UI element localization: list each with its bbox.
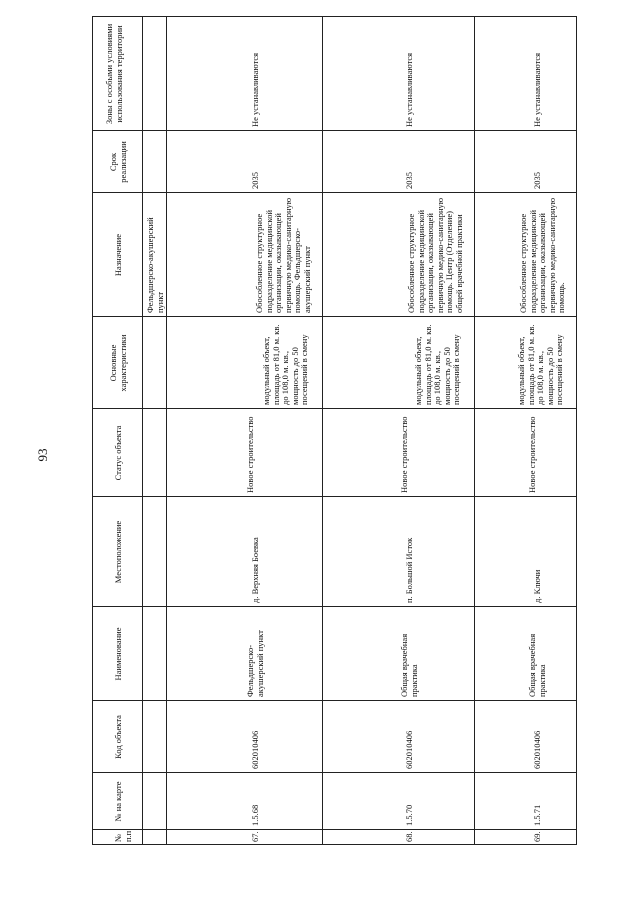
row-67-location: д. Верхняя Боевка <box>250 537 261 603</box>
row-68-code: 602010406 <box>404 730 415 769</box>
row-67-purpose: Обособленное структурное подразделение медицинской организации, оказывающей первичную медико-санитарную помощь. Фельдшерско-акушерский пункт <box>253 197 312 313</box>
row-68-status-cell <box>324 410 474 496</box>
page-number: 93 <box>35 448 50 462</box>
row-68-num-cell <box>324 831 474 845</box>
header-code: Код объекта <box>113 715 124 759</box>
row-67-num: 67. <box>250 831 261 842</box>
row-67-code: 602010406 <box>250 730 261 769</box>
row-68-status: Новое строительство <box>399 416 410 493</box>
row-69-name-cell <box>476 608 577 700</box>
row-67-code-cell <box>168 702 322 772</box>
row-68-location: п. Большой Исток <box>404 537 415 603</box>
row-68-num: 68. <box>404 831 415 842</box>
header-characteristics-cell <box>94 318 142 408</box>
row-68-deadline-cell <box>324 132 474 192</box>
row-67-map_num-cell <box>168 774 322 829</box>
row-68-zones: Не устанавливаются <box>404 52 415 127</box>
row-69-zones-cell <box>476 18 577 130</box>
header-location-cell <box>94 498 142 606</box>
row-69-map_num-cell <box>476 774 577 829</box>
row-68-location-cell <box>324 498 474 606</box>
row-69-status: Новое строительство <box>526 416 537 493</box>
row-69-map_num: 1.5.71 <box>531 804 542 826</box>
row-67-location-cell <box>168 498 322 606</box>
row-68-name-cell <box>324 608 474 700</box>
header-zones-cell <box>94 18 142 130</box>
row-69-num-cell <box>476 831 577 845</box>
row-68-deadline: 2035 <box>404 172 415 189</box>
row-68-characteristics: модульный объект, площадь от 81,0 м. кв. до 108,0 м. кв., мощность до 50 посещений в смену <box>413 324 462 405</box>
row-69-status-cell <box>476 410 577 496</box>
header-map_num: № на карте <box>113 781 124 822</box>
header-num: № п.п <box>113 831 133 842</box>
row-67-deadline: 2035 <box>250 172 261 189</box>
row-68-purpose: Обособленное структурное подразделение медицинской организации, оказывающей первичную медико-санитарную помощь. Центр (Отделение) общей врачебной практики <box>405 197 464 313</box>
header-deadline-cell <box>94 132 142 192</box>
row-69-location: д. Ключи <box>531 569 542 603</box>
row-67-name-cell <box>168 608 322 700</box>
row-69-purpose-cell <box>476 194 577 316</box>
row-67-name: Фельдшерско-акушерский пункт <box>245 630 265 697</box>
header-name: Наименование <box>113 627 124 681</box>
row-68-zones-cell <box>324 18 474 130</box>
row-68-map_num-cell <box>324 774 474 829</box>
row-69-code: 602010406 <box>531 730 542 769</box>
header-purpose: Назначение <box>113 233 124 277</box>
header-code-cell <box>94 702 142 772</box>
header-map_num-cell <box>94 774 142 829</box>
header-characteristics: Основные характеристики <box>108 334 128 392</box>
row-69-name: Общая врачебная практика <box>526 633 547 697</box>
header-zones: Зоны с особыми условиями использования территории <box>103 23 124 125</box>
row-67-characteristics: модульный объект, площадь от 81,0 м. кв. до 108,0 м. кв., мощность до 50 посещений в смену <box>261 324 310 405</box>
row-69-zones: Не устанавливаются <box>531 52 542 127</box>
row-69-code-cell <box>476 702 577 772</box>
header-status-cell <box>94 410 142 496</box>
row-67-zones-cell <box>168 18 322 130</box>
header-num-cell <box>94 831 142 845</box>
header-name-cell <box>94 608 142 700</box>
header-purpose-cell <box>94 194 142 316</box>
header-status: Статус объекта <box>113 425 124 481</box>
row-67-characteristics-cell <box>168 318 322 408</box>
row-67-map_num: 1.5.68 <box>250 804 261 826</box>
top-purpose-text: Фельдшерско-акушерский пункт <box>145 217 165 313</box>
row-69-num: 69. <box>531 831 542 842</box>
row-67-purpose-cell <box>168 194 322 316</box>
row-69-characteristics-cell <box>476 318 577 408</box>
row-67-status-cell <box>168 410 322 496</box>
row-68-map_num: 1.5.70 <box>404 804 415 826</box>
header-deadline: Срок реализации <box>108 141 128 183</box>
row-68-code-cell <box>324 702 474 772</box>
row-69-location-cell <box>476 498 577 606</box>
row-67-num-cell <box>168 831 322 845</box>
row-68-name: Общая врачебная практика <box>399 633 419 697</box>
row-68-purpose-cell <box>324 194 474 316</box>
row-69-deadline-cell <box>476 132 577 192</box>
top-purpose-text-cell <box>144 194 166 316</box>
row-67-status: Новое строительство <box>245 416 256 493</box>
row-67-deadline-cell <box>168 132 322 192</box>
row-69-deadline: 2035 <box>531 172 542 189</box>
row-69-characteristics: модульный объект, площадь от 81,0 м. кв. до 108,0 м. кв., мощность до 50 посещений в смену <box>516 324 565 405</box>
row-69-purpose: Обособленное структурное подразделение медицинской организации, оказывающей первичную медико-санитарную помощь. <box>518 197 567 313</box>
row-67-zones: Не устанавливаются <box>250 52 261 127</box>
objects-table <box>92 16 577 845</box>
row-68-characteristics-cell <box>324 318 474 408</box>
header-location: Местоположение <box>113 520 124 584</box>
